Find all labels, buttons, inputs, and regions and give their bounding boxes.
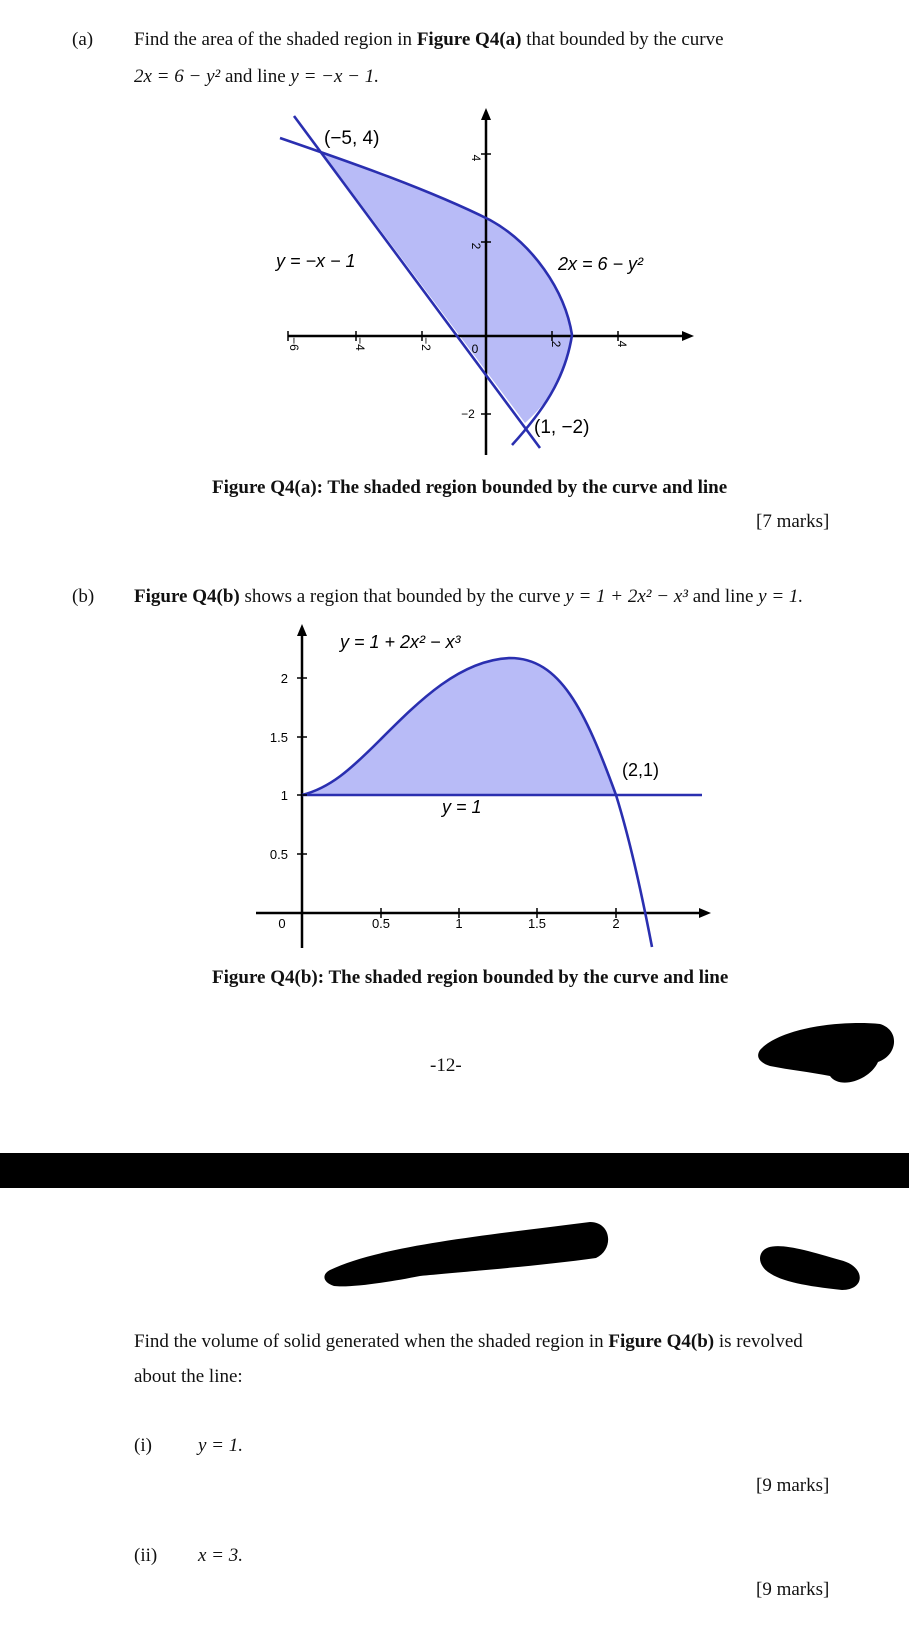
sub-i-marks: [9 marks] xyxy=(756,1475,830,1496)
point-label: (2,1) xyxy=(622,760,660,780)
figure-reference: Figure Q4(b) xyxy=(608,1331,715,1352)
part-a-label: (a) xyxy=(72,29,94,50)
sub-ii-value: x = 3. xyxy=(198,1545,244,1566)
redaction-scribble xyxy=(324,1222,608,1286)
x-tick-label: 0 xyxy=(471,342,479,356)
x-tick-label: 1 xyxy=(455,916,463,931)
curve-equation: 2x = 6 − y² xyxy=(134,66,221,87)
point-label-top: (−5, 4) xyxy=(324,128,380,149)
x-tick-label: −4 xyxy=(353,337,367,351)
volume-question-line1 xyxy=(134,1331,803,1354)
sub-ii-label: (ii) xyxy=(134,1545,158,1566)
redaction-scribble xyxy=(760,1246,860,1290)
y-tick-label: 0.5 xyxy=(269,847,288,862)
line-equation: y = 1. xyxy=(758,586,804,607)
question-text: Find the area of the shaded region in xyxy=(134,29,417,50)
x-tick-label: 1.5 xyxy=(527,916,547,931)
y-tick-label: 1.5 xyxy=(269,730,288,745)
x-tick-label: −2 xyxy=(419,337,433,351)
y-tick-label: −2 xyxy=(461,407,475,421)
line-label: y = −x − 1 xyxy=(276,251,356,271)
figure-reference: Figure Q4(b) xyxy=(134,586,240,607)
line-equation: y = −x − 1. xyxy=(290,66,379,87)
sub-i-value: y = 1. xyxy=(198,1435,244,1456)
sub-ii-marks: [9 marks] xyxy=(756,1579,830,1600)
curve-label: y = 1 + 2x² − x³ xyxy=(340,632,461,652)
figure-reference: Figure Q4(a) xyxy=(416,29,522,50)
volume-question-line2: about the line: xyxy=(134,1366,243,1387)
redaction-scribble xyxy=(758,1023,894,1083)
question-text: that bounded by the curve xyxy=(521,29,724,50)
part-b-label: (b) xyxy=(72,586,95,607)
x-tick-label: 2 xyxy=(612,916,620,931)
y-tick-label: 1 xyxy=(280,788,288,803)
question-text: shows a region that bounded by the curve xyxy=(239,586,566,607)
y-tick-label: 2 xyxy=(469,242,483,250)
figure-q4b-caption: Figure Q4(b): The shaded region bounded by the curve and line xyxy=(212,967,729,988)
curve-equation: y = 1 + 2x² − x³ xyxy=(565,586,688,607)
curve-label: 2x = 6 − y² xyxy=(558,254,644,274)
x-tick-label: 0 xyxy=(278,916,286,931)
question-text: and line xyxy=(687,586,759,607)
x-tick-label: 0.5 xyxy=(371,916,391,931)
sub-i-label: (i) xyxy=(134,1435,152,1456)
question-text: and line xyxy=(220,66,291,87)
page-number: -12- xyxy=(430,1055,462,1076)
point-label-bottom: (1, −2) xyxy=(534,417,590,438)
part-a-marks: [7 marks] xyxy=(756,511,830,532)
x-tick-label: −6 xyxy=(287,337,301,351)
question-text: is revolved xyxy=(714,1331,803,1352)
question-text: Find the volume of solid generated when the shaded region in xyxy=(134,1331,609,1352)
redaction-band xyxy=(0,1153,909,1188)
line-label: y = 1 xyxy=(442,797,482,817)
figure-q4a-caption: Figure Q4(a): The shaded region bounded by the curve and line xyxy=(212,477,728,498)
y-tick-label: 2 xyxy=(280,671,288,686)
y-tick-label: 4 xyxy=(469,154,483,162)
x-tick-label: 4 xyxy=(615,340,629,348)
x-tick-label: 2 xyxy=(549,340,563,348)
